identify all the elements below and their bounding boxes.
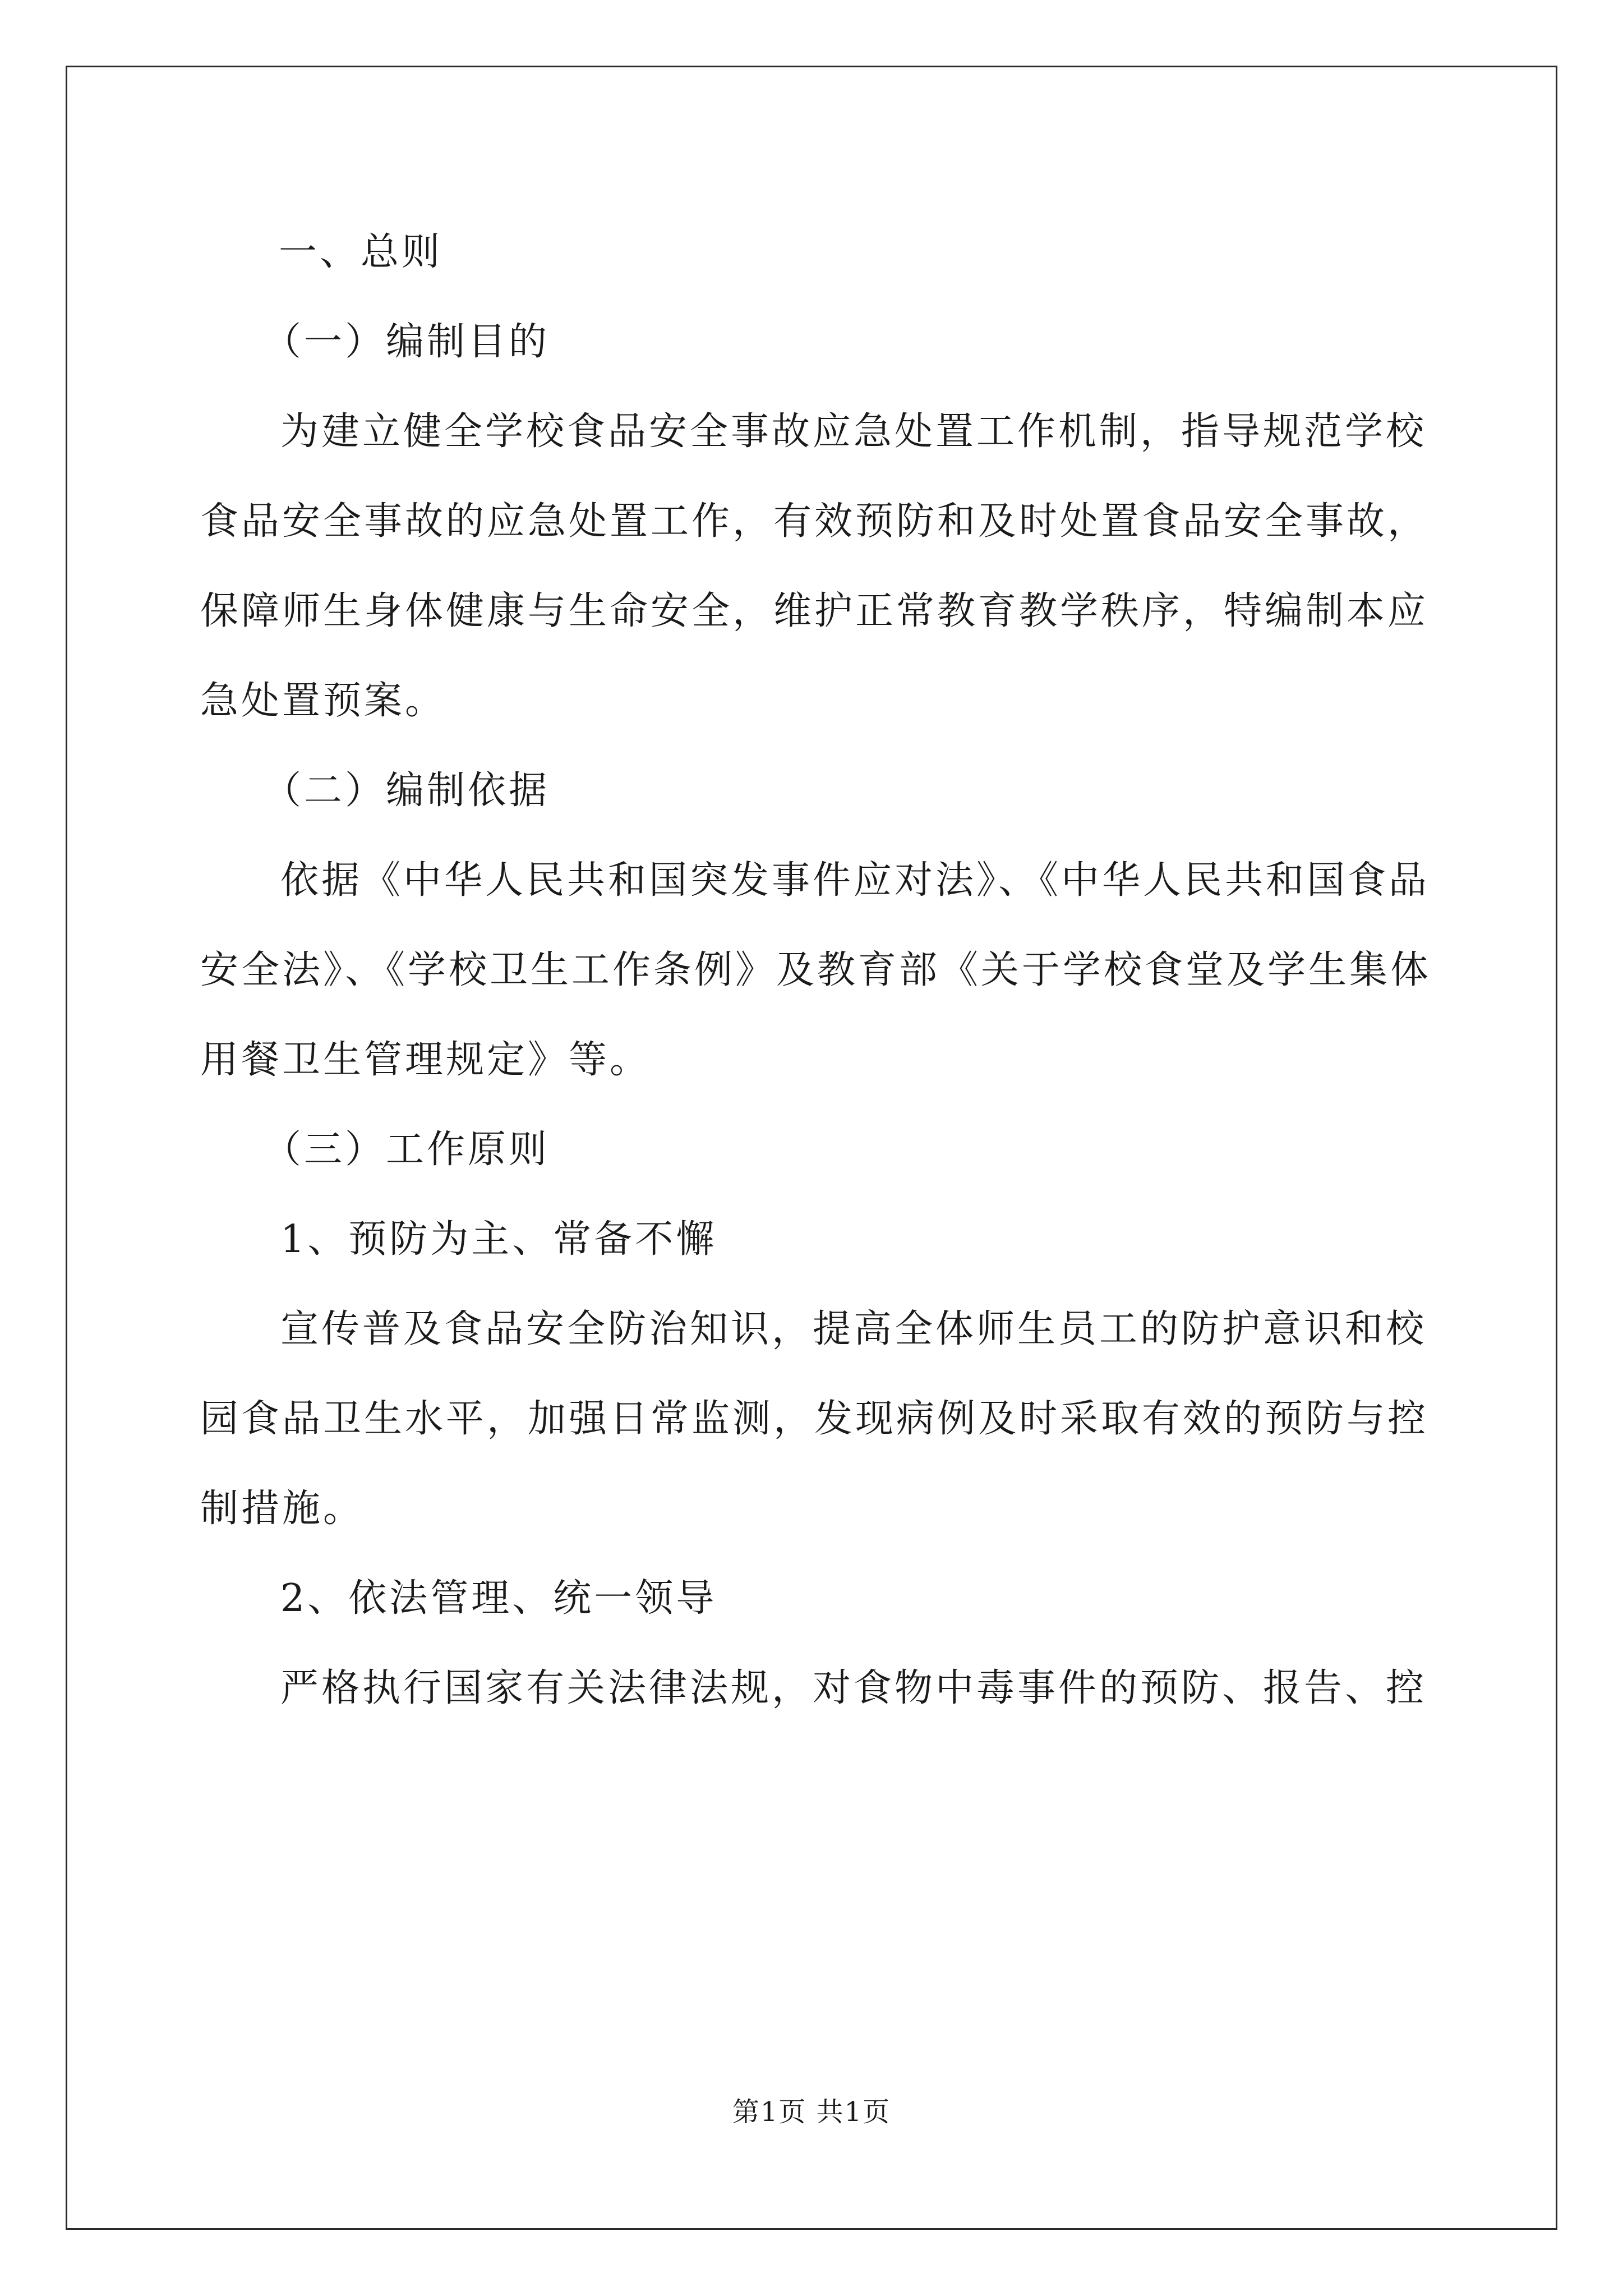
paragraph-line: 用餐卫生管理规定》等。 [200,1038,651,1082]
page-footer: 第1页 共1页 [732,2096,891,2128]
paragraph-line: 食品安全事故的应急处置工作，有效预防和及时处置食品安全事故， [200,499,1429,544]
paragraph-line: 为建立健全学校食品安全事故应急处置工作机制，指导规范学校 [280,409,1427,454]
paragraph-line: 保障师生身体健康与生命安全，维护正常教育教学秩序，特编制本应 [200,589,1429,633]
subsection-heading: （三）工作原则 [263,1128,550,1172]
subsection-heading: （二）编制依据 [263,769,550,813]
paragraph-line: 安全法》、《学校卫生工作条例》及教育部《关于学校食堂及学生集体 [200,948,1432,992]
document-body [200,208,1434,1733]
paragraph-line: 宣传普及食品安全防治知识，提高全体师生员工的防护意识和校 [280,1307,1427,1351]
paragraph-line: 依据《中华人民共和国突发事件应对法》、《中华人民共和国食品 [280,858,1430,903]
section-heading: 一、总则 [279,230,443,274]
list-item-heading: 1、预防为主、常备不懈 [280,1217,717,1262]
subsection-heading: （一）编制目的 [263,320,550,364]
paragraph-line: 急处置预案。 [200,679,446,723]
paragraph-line: 园食品卫生水平，加强日常监测，发现病例及时采取有效的预防与控 [200,1397,1429,1441]
paragraph-line: 制措施。 [200,1487,365,1531]
list-item-heading: 2、依法管理、统一领导 [280,1576,717,1621]
paragraph-line: 严格执行国家有关法律法规，对食物中毒事件的预防、报告、控 [280,1666,1427,1710]
